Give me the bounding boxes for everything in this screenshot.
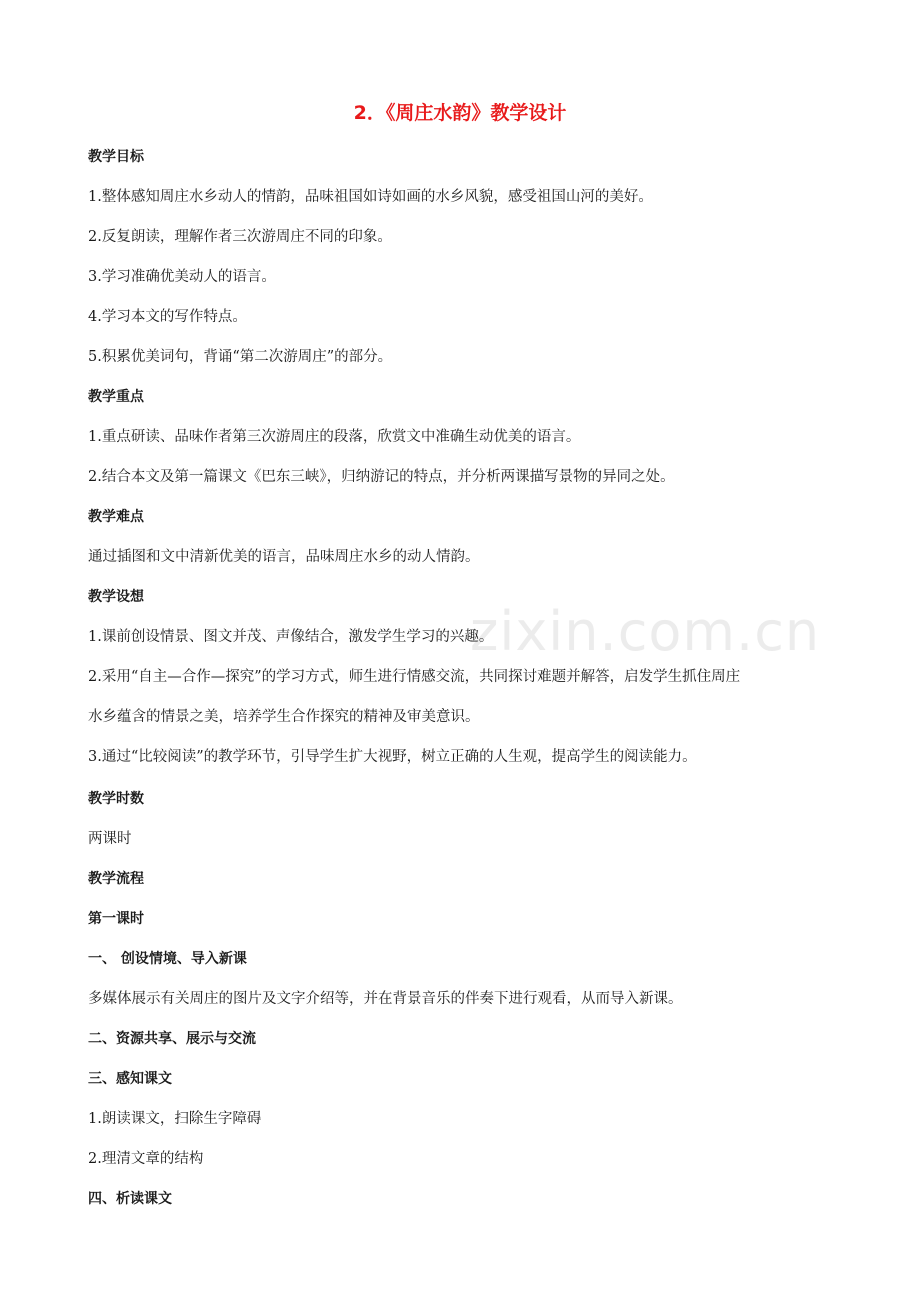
design-3: 3.通过“比较阅读”的教学环节，引导学生扩大视野，树立正确的人生观，提高学生的阅读能力。 [88,749,697,765]
objective-2: 2.反复朗读，理解作者三次游周庄不同的印象。 [88,229,392,245]
objective-5: 5.积累优美词句，背诵“第二次游周庄”的部分。 [88,349,393,365]
lesson-one-heading: 第一课时 [88,911,144,927]
document-title: 2．《周庄水韵》教学设计 [353,102,567,124]
objective-4: 4.学习本文的写作特点。 [88,309,247,325]
design-2: 2.采用“自主—合作—探究”的学习方式，师生进行情感交流，共同探讨难题并解答，启发学生抓住周庄 [88,669,741,685]
hours-text: 两课时 [88,831,132,847]
section-heading-difficulties: 教学难点 [88,509,144,525]
objective-3: 3.学习准确优美动人的语言。 [88,269,276,285]
key-point-2: 2.结合本文及第一篇课文《巴东三峡》，归纳游记的特点，并分析两课描写景物的异同之处。 [88,469,675,485]
section-heading-hours: 教学时数 [88,791,144,807]
step-1-text: 多媒体展示有关周庄的图片及文字介绍等，并在背景音乐的伴奏下进行观看，从而导入新课。 [88,991,683,1007]
step-3-heading: 三、感知课文 [88,1071,172,1087]
objective-1: 1.整体感知周庄水乡动人的情韵，品味祖国如诗如画的水乡风貌，感受祖国山河的美好。 [88,189,653,205]
design-2-continued: 水乡蕴含的情景之美，培养学生合作探究的精神及审美意识。 [88,709,480,725]
section-heading-objectives: 教学目标 [88,149,144,165]
watermark: zixin.com.cn [470,600,821,663]
step-3-item-1: 1.朗读课文，扫除生字障碍 [88,1111,262,1127]
step-1-heading: 一、 创设情境、导入新课 [88,951,247,967]
step-4-heading: 四、析读课文 [88,1191,172,1207]
step-2-heading: 二、资源共享、展示与交流 [88,1031,256,1047]
difficulty-text: 通过插图和文中清新优美的语言，品味周庄水乡的动人情韵。 [88,549,480,565]
section-heading-key-points: 教学重点 [88,389,144,405]
section-heading-design: 教学设想 [88,589,144,605]
section-heading-process: 教学流程 [88,871,144,887]
design-1: 1.课前创设情景、图文并茂、声像结合，激发学生学习的兴趣。 [88,629,494,645]
step-3-item-2: 2.理清文章的结构 [88,1151,204,1167]
key-point-1: 1.重点研读、品味作者第三次游周庄的段落，欣赏文中准确生动优美的语言。 [88,429,581,445]
